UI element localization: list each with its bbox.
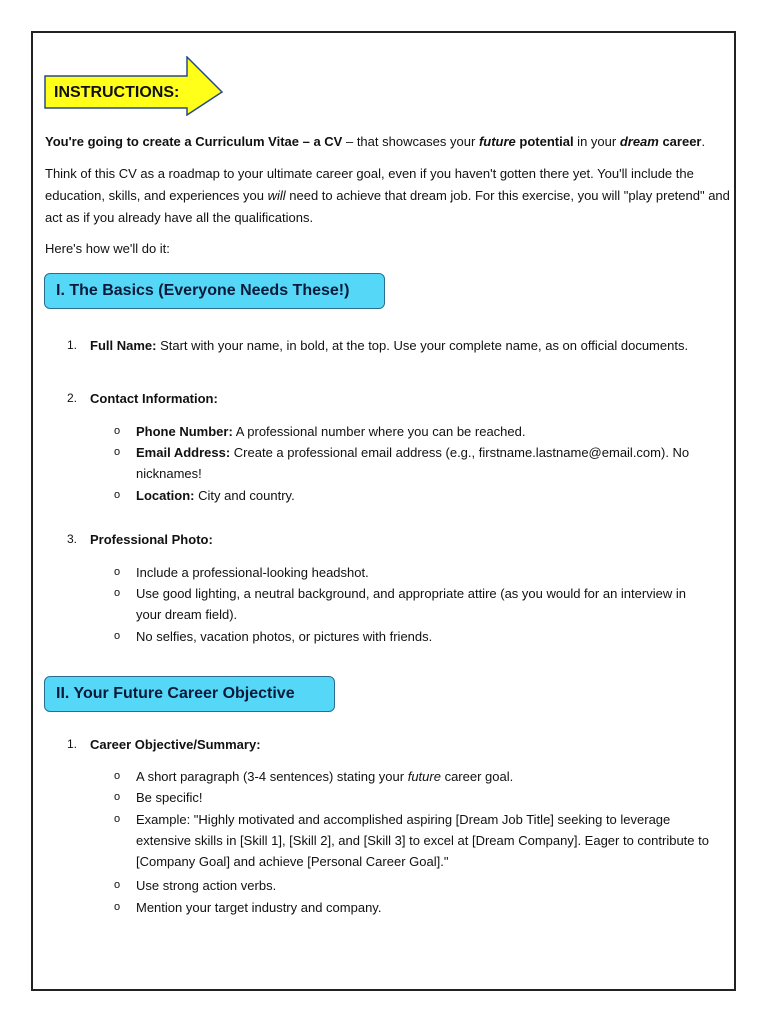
list-label: Career Objective/Summary: <box>90 737 261 752</box>
bullet-label: Phone Number: <box>136 424 233 439</box>
intro-plain-b: in your <box>573 134 620 149</box>
bullet-mark: o <box>114 489 121 501</box>
bullet-email <box>114 442 714 484</box>
list-label: Contact Information: <box>90 391 218 406</box>
section-heading-basics: I. The Basics (Everyone Needs These!) <box>44 273 385 309</box>
bullet-example <box>114 809 714 872</box>
bullet-mark: o <box>114 901 121 913</box>
intro-bold-b: potential <box>515 134 574 149</box>
intro-dream: dream <box>619 134 659 149</box>
bullet-mark: o <box>114 446 121 458</box>
bullet-lighting <box>114 583 714 625</box>
bullet-text: Be specific! <box>136 790 203 805</box>
instructions-label: INSTRUCTIONS: <box>54 84 180 101</box>
list-label: Professional Photo: <box>90 532 213 547</box>
list-item-career-objective <box>67 734 707 755</box>
list-text: Start with your name, in bold, at the top. Use your complete name, as on official documents. <box>156 338 689 353</box>
bullet-text: City and country. <box>194 488 295 503</box>
list-label: Full Name: <box>90 338 157 353</box>
list-number: 3. <box>67 532 78 546</box>
bullet-text: Use good lighting, a neutral background, and appropriate attire (as you would for an interview in your dream field). <box>136 586 686 622</box>
list-item-full-name <box>67 335 707 356</box>
bullet-text: career goal. <box>440 769 514 784</box>
intro-line <box>45 131 735 153</box>
intro-para-italic: will <box>267 188 286 203</box>
bullet-mark: o <box>114 630 121 642</box>
list-number: 1. <box>67 338 78 352</box>
bullet-text: Create a professional email address (e.g., firstname.lastname@email.com). No nicknames! <box>136 445 690 481</box>
intro-end: . <box>701 134 706 149</box>
bullet-label: Email Address: <box>136 445 231 460</box>
list-number: 2. <box>67 391 78 405</box>
intro-lead: Here's how we'll do it: <box>45 241 170 256</box>
bullet-mark: o <box>114 813 121 825</box>
intro-bold-c: career <box>658 134 702 149</box>
bullet-target-industry <box>114 897 714 918</box>
bullet-action-verbs <box>114 875 714 896</box>
intro-bold-a: You're going to create a Curriculum Vitae – a CV <box>45 134 343 149</box>
list-item-contact <box>67 388 707 409</box>
bullet-mark: o <box>114 425 121 437</box>
list-item-photo <box>67 529 707 550</box>
intro-para-a: Think of this CV as a roadmap to your ultimate career goal, even if you haven't gotten there yet. You'll include the education, skills, and experiences you <box>45 166 694 203</box>
bullet-text: A short paragraph (3-4 sentences) stating your <box>136 769 408 784</box>
intro-future: future <box>478 134 516 149</box>
bullet-mark: o <box>114 791 121 803</box>
bullet-text: Example: "Highly motivated and accomplished aspiring [Dream Job Title] seeking to leverage extensive skills in [Skill 1], [Skill 2], and [Skill 3] to excel at [Dream Company]. Eager to contribute to [Company Goal] and achieve [Personal Career Goal]." <box>136 812 709 869</box>
bullet-specific <box>114 787 714 808</box>
list-number: 1. <box>67 737 78 751</box>
bullet-mark: o <box>114 879 121 891</box>
bullet-mark: o <box>114 770 121 782</box>
bullet-headshot <box>114 562 714 583</box>
bullet-no-selfies <box>114 626 714 647</box>
bullet-italic: future <box>407 769 441 784</box>
intro-paragraph <box>45 163 735 229</box>
intro-plain-a: – that showcases your <box>342 134 479 149</box>
bullet-label: Location: <box>136 488 195 503</box>
bullet-location <box>114 485 714 506</box>
bullet-text: A professional number where you can be reached. <box>232 424 526 439</box>
bullet-mark: o <box>114 566 121 578</box>
bullet-short-paragraph <box>114 766 714 787</box>
bullet-phone <box>114 421 714 442</box>
bullet-text: Mention your target industry and company. <box>136 900 382 915</box>
bullet-text: Include a professional-looking headshot. <box>136 565 369 580</box>
bullet-text: No selfies, vacation photos, or pictures with friends. <box>136 629 433 644</box>
section-heading-objective: II. Your Future Career Objective <box>44 676 335 712</box>
intro-para-b: need to achieve that dream job. For this exercise, you will "play pretend" and act as if you already have all the qualifications. <box>45 188 730 225</box>
bullet-text: Use strong action verbs. <box>136 878 277 893</box>
bullet-mark: o <box>114 587 121 599</box>
